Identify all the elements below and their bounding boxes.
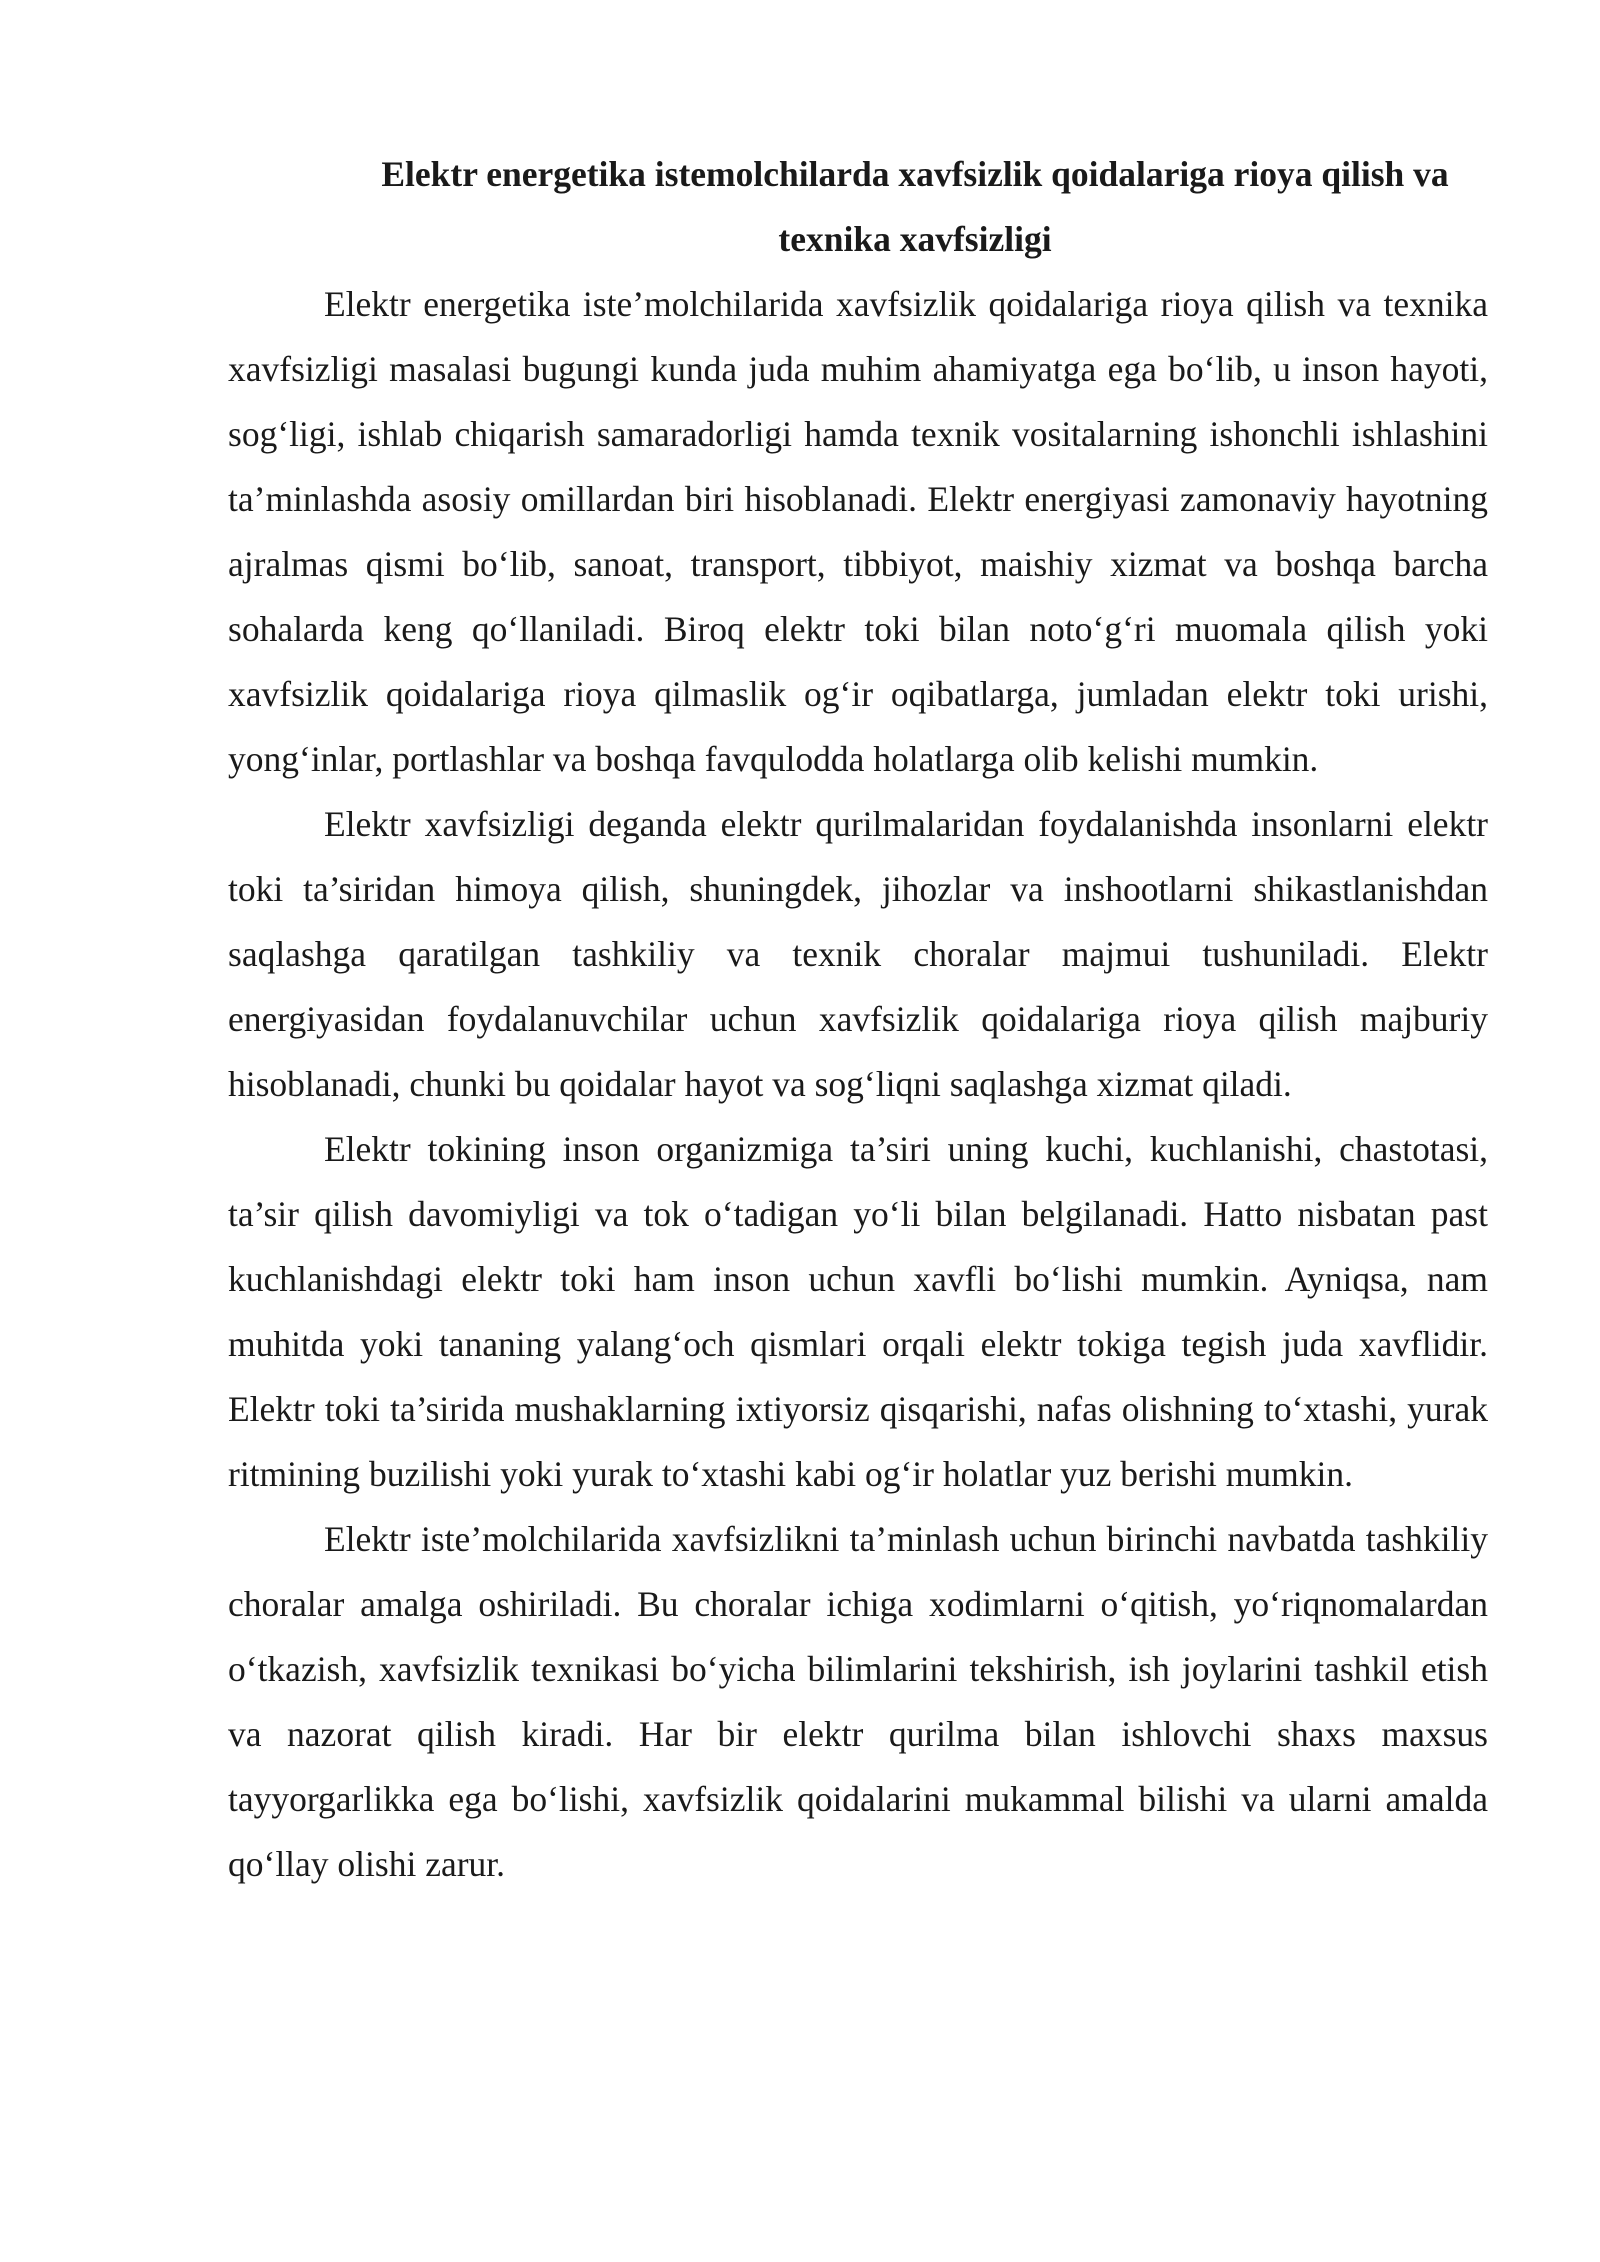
paragraph-1: Elektr energetika iste’molchilarida xavfsizlik qoidalariga rioya qilish va texnika xavfsizligi masalasi bugungi kunda juda muhim ahamiyatga ega bo‘lib, u inson hayoti, sog‘ligi, ishlab chiqarish samaradorligi hamda texnik vositalarning ishonchli ishlashini ta’minlashda asosiy omillardan biri hisoblanadi. Elektr energiyasi zamonaviy hayotning ajralmas qismi bo‘lib, sanoat, transport, tibbiyot, maishiy xizmat va boshqa barcha sohalarda keng qo‘llaniladi. Biroq elektr toki bilan noto‘g‘ri muomala qilish yoki xavfsizlik qoidalariga rioya qilmaslik og‘ir oqibatlarga, jumladan elektr toki urishi, yong‘inlar, portlashlar va boshqa favqulodda holatlarga olib kelishi mumkin. xyxy=(228,284,1488,779)
paragraph-4: Elektr iste’molchilarida xavfsizlikni ta’minlash uchun birinchi navbatda tashkiliy choralar amalga oshiriladi. Bu choralar ichiga xodimlarni o‘qitish, yo‘riqnomalardan o‘tkazish, xavfsizlik texnikasi bo‘yicha bilimlarini tekshirish, ish joylarini tashkil etish va nazorat qilish kiradi. Har bir elektr qurilma bilan ishlovchi shaxs maxsus tayyorgarlikka ega bo‘lishi, xavfsizlik qoidalarini mukammal bilishi va ularni amalda qo‘llay olishi zarur. xyxy=(228,1519,1488,1884)
paragraph-3: Elektr tokining inson organizmiga ta’siri uning kuchi, kuchlanishi, chastotasi, ta’sir qilish davomiyligi va tok o‘tadigan yo‘li bilan belgilanadi. Hatto nisbatan past kuchlanishdagi elektr toki ham inson uchun xavfli bo‘lishi mumkin. Ayniqsa, nam muhitda yoki tananing yalang‘och qismlari orqali elektr tokiga tegish juda xavflidir. Elektr toki ta’sirida mushaklarning ixtiyorsiz qisqarishi, nafas olishning to‘xtashi, yurak ritmining buzilishi yoki yurak to‘xtashi kabi og‘ir holatlar yuz berishi mumkin. xyxy=(228,1129,1488,1494)
document-body xyxy=(228,142,1488,1897)
paragraph-2: Elektr xavfsizligi deganda elektr qurilmalaridan foydalanishda insonlarni elektr toki ta’siridan himoya qilish, shuningdek, jihozlar va inshootlarni shikastlanishdan saqlashga qaratilgan tashkiliy va texnik choralar majmui tushuniladi. Elektr energiyasidan foydalanuvchilar uchun xavfsizlik qoidalariga rioya qilish majburiy hisoblanadi, chunki bu qoidalar hayot va sog‘liqni saqlashga xizmat qiladi. xyxy=(228,804,1488,1104)
document-title: Elektr energetika istemolchilarda xavfsizlik qoidalariga rioya qilish va texnika xavfsizligi xyxy=(381,154,1449,259)
